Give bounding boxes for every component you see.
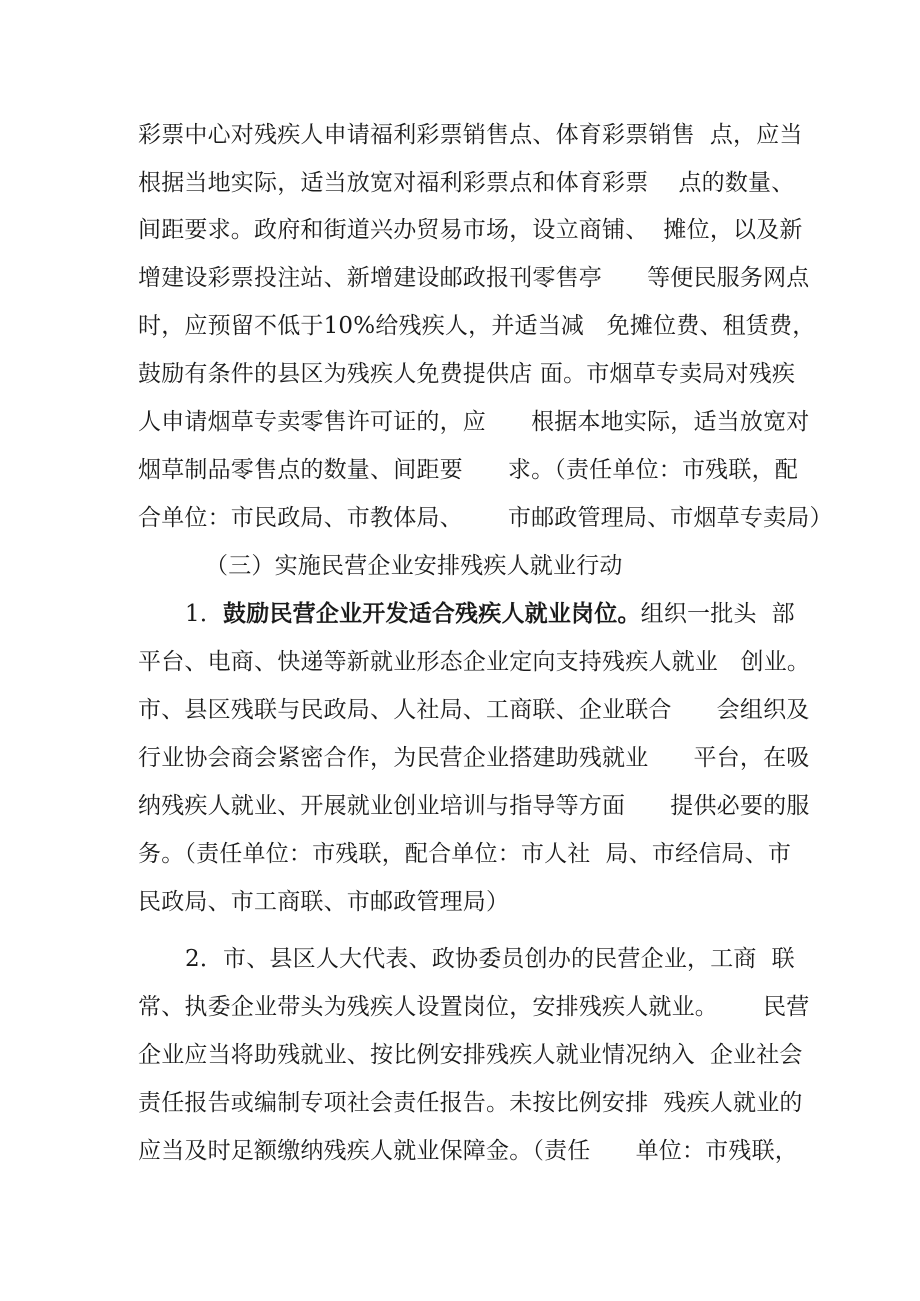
item1-line: 务。（责任单位：市残联，配合单位：市人社 局、市经信局、市 xyxy=(138,841,792,867)
paragraph-line: 增建设彩票投注站、新增建设邮政报刊零售亭 等便民服务网点 xyxy=(138,265,810,291)
item2-line: 常、执委企业带头为残疾人设置岗位，安排残疾人就业。 民营 xyxy=(138,994,810,1020)
paragraph-line: 烟草制品零售点的数量、间距要 求。（责任单位：市残联，配 xyxy=(138,457,798,483)
item1-line: 纳残疾人就业、开展就业创业培训与指导等方面 提供必要的服 xyxy=(138,793,810,819)
item1-title: 鼓励民营企业开发适合残疾人就业岗位。 xyxy=(223,600,641,627)
item2-line: 责任报告或编制专项社会责任报告。未按比例安排 残疾人就业的 xyxy=(138,1090,803,1116)
item1-number: 1． xyxy=(185,601,224,627)
item2-line: 应当及时足额缴纳残疾人就业保障金。（责任 单位：市残联， xyxy=(138,1138,798,1164)
item2-first-line: 2．市、县区人大代表、政协委员创办的民营企业，工商 联 xyxy=(185,946,795,972)
item2-line: 企业应当将助残就业、按比例安排残疾人就业情况纳入 企业社会 xyxy=(138,1042,803,1068)
paragraph-line: 鼓励有条件的县区为残疾人免费提供店 面。市烟草专卖局对残疾 xyxy=(138,361,796,387)
paragraph-line: 彩票中心对残疾人申请福利彩票销售点、体育彩票销售 点，应当 xyxy=(138,122,803,148)
item1-line: 行业协会商会紧密合作，为民营企业搭建助残就业 平台，在吸 xyxy=(138,745,810,771)
paragraph-line: 时，应预留不低于10%给残疾人，并适当减 免摊位费、租赁费， xyxy=(138,313,816,339)
item1-first-rest: 组织一批头 部 xyxy=(640,601,795,627)
item1-line: 市、县区残联与民政局、人社局、工商联、企业联合 会组织及 xyxy=(138,697,810,723)
item1-first-line xyxy=(185,599,795,629)
paragraph-line: 人申请烟草专卖零售许可证的，应 根据本地实际，适当放宽对 xyxy=(138,409,810,435)
item1-line: 平台、电商、快递等新就业形态企业定向支持残疾人就业 创业。 xyxy=(138,649,811,675)
paragraph-line: 合单位：市民政局、市教体局、 市邮政管理局、市烟草专卖局） xyxy=(138,505,833,531)
paragraph-line: 间距要求。政府和街道兴办贸易市场，设立商铺、 摊位，以及新 xyxy=(138,217,803,243)
item1-line: 民政局、市工商联、市邮政管理局） xyxy=(138,889,510,915)
section-heading: （三）实施民营企业安排残疾人就业行动 xyxy=(205,553,623,579)
paragraph-line: 根据当地实际，适当放宽对福利彩票点和体育彩票 点的数量、 xyxy=(138,170,795,196)
